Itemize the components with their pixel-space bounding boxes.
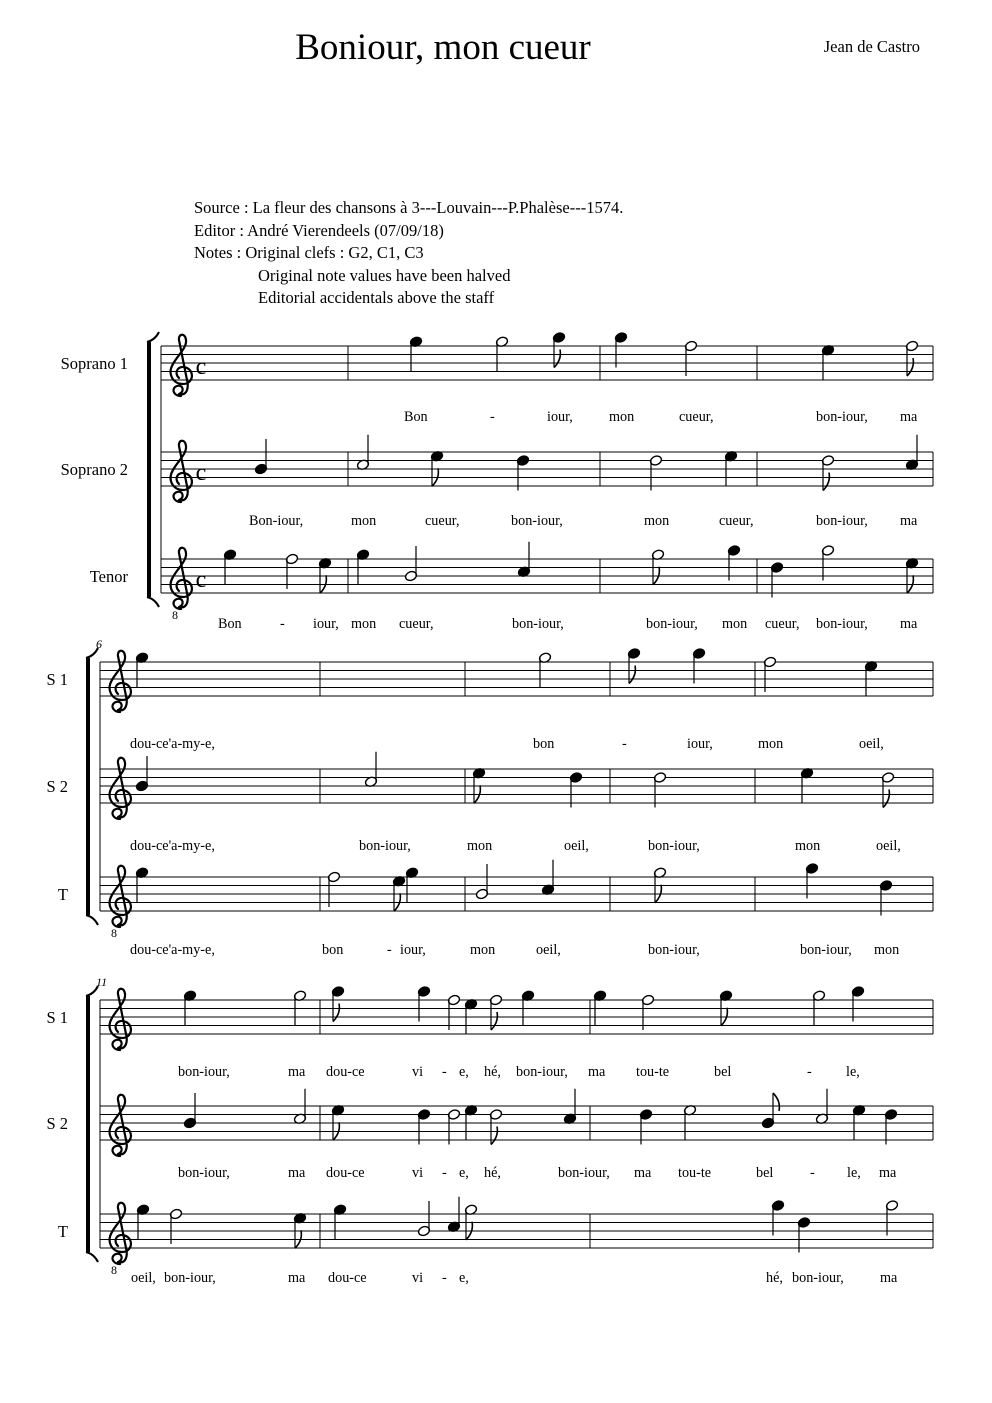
lyric-syllable: bon-iour, xyxy=(792,1270,844,1286)
system-1 xyxy=(147,332,933,622)
values-line: Original note values have been halved xyxy=(258,265,511,285)
lyric-syllable: hé, xyxy=(484,1064,501,1080)
measure-number: 6 xyxy=(96,637,102,651)
accidentals-line: Editorial accidentals above the staff xyxy=(258,288,495,307)
treble-clef-icon xyxy=(110,1203,131,1264)
lyric-syllable: le, xyxy=(846,1064,860,1080)
lyric-syllable: - xyxy=(442,1270,447,1286)
lyric-syllable: dou-ce'a-my-e, xyxy=(130,942,215,958)
staff-2-1 xyxy=(100,648,933,712)
lyric-syllable: bon-iour, xyxy=(512,616,564,632)
lyric-syllable: mon xyxy=(609,409,635,425)
lyric-syllable: - xyxy=(810,1165,815,1181)
lyric-syllable: bel xyxy=(756,1165,774,1181)
lyric-syllable: - xyxy=(442,1064,447,1080)
lyric-syllable: dou-ce'a-my-e, xyxy=(130,736,215,752)
treble-clef-icon xyxy=(110,866,131,927)
lyric-syllable: bon-iour, xyxy=(516,1064,568,1080)
lyric-syllable: e, xyxy=(459,1165,469,1181)
lyric-syllable: ma xyxy=(900,513,918,529)
system-3 xyxy=(86,975,933,1277)
lyric-syllable: bon-iour, xyxy=(164,1270,216,1286)
lyric-syllable: - xyxy=(387,942,392,958)
part-label: Soprano 2 xyxy=(60,460,128,479)
treble-clef-icon xyxy=(110,989,131,1050)
lyric-syllable: - xyxy=(622,736,627,752)
lyric-syllable: le, xyxy=(847,1165,861,1181)
lyric-syllable: ma xyxy=(288,1270,306,1286)
lyric-syllable: vi xyxy=(412,1064,424,1080)
lyric-syllable: mon xyxy=(351,616,377,632)
lyric-syllable: iour, xyxy=(400,942,426,958)
lyric-syllable: oeil, xyxy=(564,838,589,854)
note-flag xyxy=(333,1004,339,1022)
lyric-syllable: ma xyxy=(634,1165,652,1181)
part-label: Tenor xyxy=(89,567,128,586)
part-label: S 1 xyxy=(46,1008,68,1027)
lyric-syllable: cueur, xyxy=(679,409,714,425)
staff-2-3 xyxy=(100,860,933,940)
lyric-syllable: mon xyxy=(644,513,670,529)
lyric-syllable: - xyxy=(442,1165,447,1181)
lyric-syllable: e, xyxy=(459,1064,469,1080)
part-label: Soprano 1 xyxy=(60,354,128,373)
lyric-syllable: mon xyxy=(470,942,496,958)
lyric-syllable: ma xyxy=(880,1270,898,1286)
lyric-syllable: mon xyxy=(351,513,377,529)
staff-3-1 xyxy=(100,986,933,1050)
bracket-bottom-hook xyxy=(147,597,159,607)
clef-octave-mark: 8 xyxy=(111,1263,117,1277)
lyric-syllable: ma xyxy=(288,1165,306,1181)
lyric-syllable: dou-ce xyxy=(326,1165,365,1181)
lyric-syllable: bon-iour, xyxy=(648,838,700,854)
lyric-syllable: bon-iour, xyxy=(359,838,411,854)
note-flag xyxy=(773,1093,779,1111)
lyric-syllable: mon xyxy=(874,942,900,958)
lyric-syllable: bon-iour, xyxy=(178,1165,230,1181)
bracket-bottom-hook xyxy=(86,1252,98,1262)
clef-octave-mark: 8 xyxy=(111,926,117,940)
note-flag xyxy=(883,790,889,808)
staff-1-2 xyxy=(161,435,933,502)
lyric-syllable: iour, xyxy=(687,736,713,752)
lyric-syllable: oeil, xyxy=(536,942,561,958)
lyric-syllable: mon xyxy=(722,616,748,632)
editor-line: Editor : André Vierendeels (07/09/18) xyxy=(194,220,444,240)
lyric-syllable: bon-iour, xyxy=(816,616,868,632)
part-label: T xyxy=(57,1222,68,1241)
staff-1-1 xyxy=(161,332,933,396)
lyric-syllable: ma xyxy=(288,1064,306,1080)
staff-3-2 xyxy=(100,1089,933,1156)
part-label: S 2 xyxy=(46,777,68,796)
lyric-syllable: tou-te xyxy=(636,1064,670,1080)
lyric-syllable: oeil, xyxy=(859,736,884,752)
lyric-syllable: bon-iour, xyxy=(800,942,852,958)
lyric-syllable: dou-ce xyxy=(326,1064,365,1080)
lyric-syllable: iour, xyxy=(313,616,339,632)
lyric-syllable: e, xyxy=(459,1270,469,1286)
clef-octave-mark: 8 xyxy=(172,608,178,622)
lyric-syllable: hé, xyxy=(766,1270,783,1286)
lyric-syllable: cueur, xyxy=(399,616,434,632)
lyric-syllable: ma xyxy=(588,1064,606,1080)
treble-clef-icon xyxy=(171,335,192,396)
lyric-syllable: mon xyxy=(758,736,784,752)
note-flag xyxy=(629,666,635,684)
lyric-syllable: cueur, xyxy=(719,513,754,529)
note-flag xyxy=(823,473,829,491)
lyric-syllable: oeil, xyxy=(876,838,901,854)
page-title: Boniour, mon cueur xyxy=(295,27,591,68)
note-flag xyxy=(554,350,560,368)
bracket-top-hook xyxy=(147,332,159,342)
source-line: Source : La fleur des chansons à 3---Louvain---P.Phalèse---1574. xyxy=(194,198,624,217)
note-flag xyxy=(491,1127,497,1145)
treble-clef-icon xyxy=(171,548,192,609)
measure-number: 11 xyxy=(96,975,108,989)
composer: Jean de Castro xyxy=(823,37,920,56)
lyric-syllable: mon xyxy=(467,838,493,854)
lyric-syllable: hé, xyxy=(484,1165,501,1181)
treble-clef-icon xyxy=(110,758,131,819)
lyric-syllable: bon-iour, xyxy=(558,1165,610,1181)
lyric-syllable: ma xyxy=(900,616,918,632)
lyric-syllable: cueur, xyxy=(425,513,460,529)
staff-2-2 xyxy=(100,752,933,819)
lyric-syllable: bon xyxy=(533,736,555,752)
time-signature: c xyxy=(195,567,207,593)
lyric-syllable: dou-ce'a-my-e, xyxy=(130,838,215,854)
lyric-syllable: cueur, xyxy=(765,616,800,632)
time-signature: c xyxy=(195,354,207,380)
lyric-syllable: tou-te xyxy=(678,1165,712,1181)
lyric-syllable: - xyxy=(490,409,495,425)
part-label: S 1 xyxy=(46,670,68,689)
lyric-syllable: bon-iour, xyxy=(816,513,868,529)
lyric-syllable: ma xyxy=(879,1165,897,1181)
lyric-syllable: dou-ce xyxy=(328,1270,367,1286)
lyric-syllable: bel xyxy=(714,1064,732,1080)
lyric-syllable: Bon xyxy=(404,409,428,425)
lyric-syllable: bon-iour, xyxy=(646,616,698,632)
lyric-syllable: bon-iour, xyxy=(511,513,563,529)
note-flag xyxy=(907,358,913,376)
part-label: S 2 xyxy=(46,1114,68,1133)
bracket-bottom-hook xyxy=(86,915,98,925)
lyric-syllable: bon-iour, xyxy=(648,942,700,958)
time-signature: c xyxy=(195,460,207,486)
lyric-syllable: Bon xyxy=(218,616,242,632)
note-flag xyxy=(491,1012,497,1030)
treble-clef-icon xyxy=(171,441,192,502)
staff-3-3 xyxy=(100,1197,933,1277)
treble-clef-icon xyxy=(110,651,131,712)
lyric-syllable: oeil, xyxy=(131,1270,156,1286)
system-2 xyxy=(86,637,933,940)
lyric-syllable: ma xyxy=(900,409,918,425)
lyric-syllable: vi xyxy=(412,1270,424,1286)
part-label: T xyxy=(57,885,68,904)
clefs-line: Notes : Original clefs : G2, C1, C3 xyxy=(194,243,424,262)
lyric-syllable: - xyxy=(280,616,285,632)
treble-clef-icon xyxy=(110,1095,131,1156)
staff-1-3 xyxy=(161,542,933,622)
lyric-syllable: bon-iour, xyxy=(816,409,868,425)
lyric-syllable: Bon-iour, xyxy=(249,513,304,529)
lyric-syllable: iour, xyxy=(547,409,573,425)
lyric-syllable: - xyxy=(807,1064,812,1080)
lyric-syllable: bon xyxy=(322,942,344,958)
lyric-syllable: vi xyxy=(412,1165,424,1181)
lyric-syllable: mon xyxy=(795,838,821,854)
lyric-syllable: bon-iour, xyxy=(178,1064,230,1080)
